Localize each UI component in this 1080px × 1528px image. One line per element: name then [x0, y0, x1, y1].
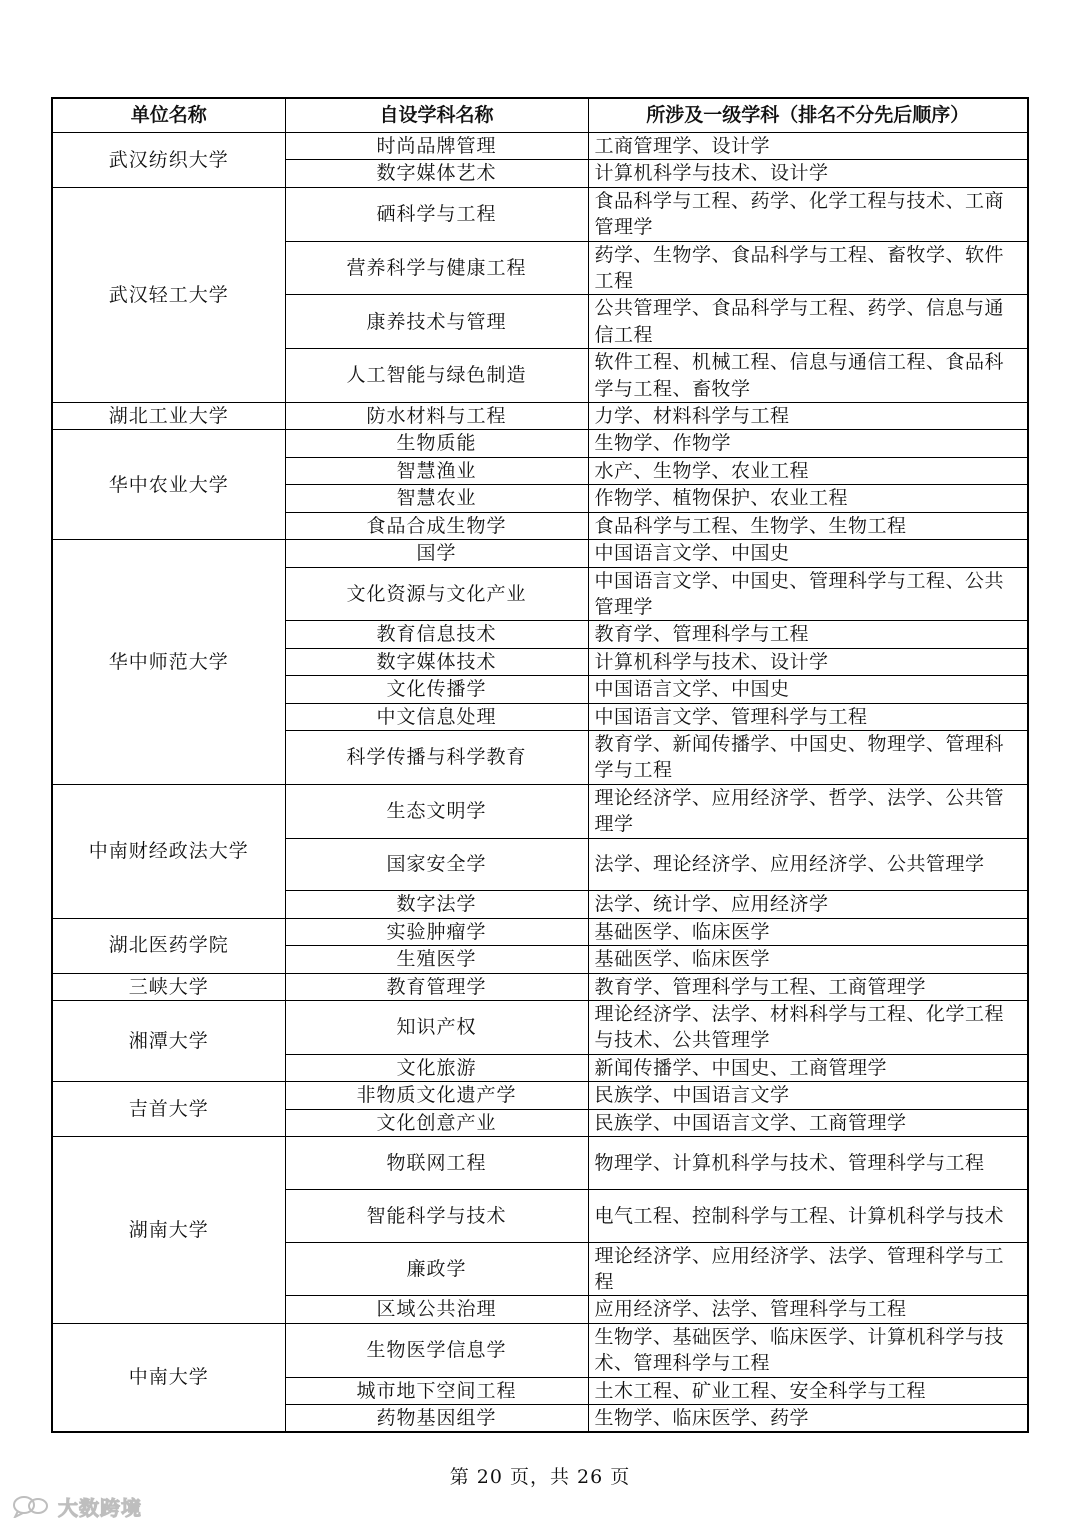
- discipline-list-cell: 基础医学、临床医学: [588, 946, 1028, 973]
- unit-name-cell: 武汉轻工大学: [52, 187, 285, 402]
- subject-name-cell: 物联网工程: [285, 1137, 588, 1190]
- table-row: [52, 784, 1028, 838]
- subject-name-cell: 数字媒体艺术: [285, 160, 588, 187]
- discipline-list-cell: 食品科学与工程、药学、化学工程与技术、工商管理学: [588, 187, 1028, 241]
- subject-name-cell: 文化创意产业: [285, 1109, 588, 1136]
- table-header-row: [52, 98, 1028, 133]
- subject-name-cell: 文化旅游: [285, 1054, 588, 1081]
- watermark-text: 大数跨境: [58, 1495, 142, 1520]
- table-row: [52, 430, 1028, 457]
- subject-name-cell: 实验肿瘤学: [285, 918, 588, 945]
- discipline-list-cell: 计算机科学与技术、设计学: [588, 648, 1028, 675]
- unit-name-cell: 华中师范大学: [52, 540, 285, 785]
- discipline-list-cell: 法学、统计学、应用经济学: [588, 891, 1028, 918]
- unit-name-cell: 湘潭大学: [52, 1000, 285, 1081]
- subject-name-cell: 防水材料与工程: [285, 403, 588, 430]
- discipline-list-cell: 中国语言文学、中国史: [588, 676, 1028, 703]
- subject-name-cell: 数字媒体技术: [285, 648, 588, 675]
- subject-name-cell: 智慧农业: [285, 485, 588, 512]
- unit-name-cell: 吉首大学: [52, 1082, 285, 1137]
- subject-name-cell: 文化资源与文化产业: [285, 567, 588, 621]
- discipline-list-cell: 法学、理论经济学、应用经济学、公共管理学: [588, 838, 1028, 891]
- discipline-list-cell: 中国语言文学、管理科学与工程: [588, 703, 1028, 730]
- table-row: [52, 1082, 1028, 1109]
- table-row: [52, 973, 1028, 1000]
- discipline-list-cell: 生物学、基础医学、临床医学、计算机科学与技术、管理科学与工程: [588, 1323, 1028, 1377]
- discipline-list-cell: 理论经济学、应用经济学、哲学、法学、公共管理学: [588, 784, 1028, 838]
- subject-name-cell: 康养技术与管理: [285, 295, 588, 349]
- subject-name-cell: 国家安全学: [285, 838, 588, 891]
- discipline-list-cell: 中国语言文学、中国史: [588, 540, 1028, 567]
- table-row: [52, 1137, 1028, 1190]
- subject-name-cell: 数字法学: [285, 891, 588, 918]
- discipline-list-cell: 中国语言文学、中国史、管理科学与工程、公共管理学: [588, 567, 1028, 621]
- unit-name-cell: 中南大学: [52, 1323, 285, 1432]
- subject-name-cell: 科学传播与科学教育: [285, 730, 588, 784]
- discipline-list-cell: 药学、生物学、食品科学与工程、畜牧学、软件工程: [588, 241, 1028, 295]
- discipline-list-cell: 教育学、管理科学与工程: [588, 621, 1028, 648]
- discipline-list-cell: 新闻传播学、中国史、工商管理学: [588, 1054, 1028, 1081]
- subject-name-cell: 知识产权: [285, 1000, 588, 1054]
- discipline-list-cell: 理论经济学、应用经济学、法学、管理科学与工程: [588, 1242, 1028, 1296]
- unit-name-cell: 湖北工业大学: [52, 403, 285, 430]
- table-row: [52, 403, 1028, 430]
- subject-table: [51, 97, 1029, 1433]
- discipline-list-cell: 食品科学与工程、生物学、生物工程: [588, 512, 1028, 539]
- table-row: [52, 918, 1028, 945]
- discipline-list-cell: 民族学、中国语言文学: [588, 1082, 1028, 1109]
- subject-name-cell: 人工智能与绿色制造: [285, 349, 588, 403]
- discipline-list-cell: 生物学、临床医学、药学: [588, 1405, 1028, 1433]
- subject-name-cell: 时尚品牌管理: [285, 133, 588, 160]
- subject-name-cell: 教育信息技术: [285, 621, 588, 648]
- unit-name-cell: 华中农业大学: [52, 430, 285, 540]
- table-row: [52, 1323, 1028, 1377]
- unit-name-cell: 三峡大学: [52, 973, 285, 1000]
- subject-name-cell: 药物基因组学: [285, 1405, 588, 1433]
- discipline-list-cell: 工商管理学、设计学: [588, 133, 1028, 160]
- subject-name-cell: 生态文明学: [285, 784, 588, 838]
- subject-name-cell: 智能科学与技术: [285, 1189, 588, 1242]
- discipline-list-cell: 力学、材料科学与工程: [588, 403, 1028, 430]
- table-row: [52, 133, 1028, 160]
- unit-name-cell: 湖北医药学院: [52, 918, 285, 973]
- discipline-list-cell: 电气工程、控制科学与工程、计算机科学与技术: [588, 1189, 1028, 1242]
- subject-name-cell: 廉政学: [285, 1242, 588, 1296]
- discipline-list-cell: 水产、生物学、农业工程: [588, 457, 1028, 484]
- discipline-list-cell: 物理学、计算机科学与技术、管理科学与工程: [588, 1137, 1028, 1190]
- subject-name-cell: 中文信息处理: [285, 703, 588, 730]
- subject-name-cell: 非物质文化遗产学: [285, 1082, 588, 1109]
- subject-name-cell: 食品合成生物学: [285, 512, 588, 539]
- unit-name-cell: 湖南大学: [52, 1137, 285, 1324]
- table-row: [52, 1000, 1028, 1054]
- chat-bubble-logo-icon: [12, 1494, 52, 1518]
- subject-name-cell: 硒科学与工程: [285, 187, 588, 241]
- discipline-list-cell: 教育学、新闻传播学、中国史、物理学、管理科学与工程: [588, 730, 1028, 784]
- subject-name-cell: 文化传播学: [285, 676, 588, 703]
- header-unit: 单位名称: [52, 98, 285, 133]
- discipline-list-cell: 土木工程、矿业工程、安全科学与工程: [588, 1377, 1028, 1404]
- header-subject: 自设学科名称: [285, 98, 588, 133]
- subject-name-cell: 教育管理学: [285, 973, 588, 1000]
- discipline-list-cell: 基础医学、临床医学: [588, 918, 1028, 945]
- discipline-list-cell: 民族学、中国语言文学、工商管理学: [588, 1109, 1028, 1136]
- table-row: [52, 187, 1028, 241]
- subject-name-cell: 区域公共治理: [285, 1296, 588, 1323]
- table-row: [52, 540, 1028, 567]
- discipline-list-cell: 应用经济学、法学、管理科学与工程: [588, 1296, 1028, 1323]
- subject-name-cell: 生物质能: [285, 430, 588, 457]
- discipline-list-cell: 软件工程、机械工程、信息与通信工程、食品科学与工程、畜牧学: [588, 349, 1028, 403]
- subject-name-cell: 生物医学信息学: [285, 1323, 588, 1377]
- page-number: 第 20 页，共 26 页: [449, 1466, 631, 1488]
- subject-name-cell: 城市地下空间工程: [285, 1377, 588, 1404]
- subject-name-cell: 营养科学与健康工程: [285, 241, 588, 295]
- header-fields: 所涉及一级学科（排名不分先后顺序）: [588, 98, 1028, 133]
- subject-name-cell: 国学: [285, 540, 588, 567]
- discipline-list-cell: 理论经济学、法学、材料科学与工程、化学工程与技术、公共管理学: [588, 1000, 1028, 1054]
- subject-name-cell: 生殖医学: [285, 946, 588, 973]
- subject-name-cell: 智慧渔业: [285, 457, 588, 484]
- discipline-list-cell: 教育学、管理科学与工程、工商管理学: [588, 973, 1028, 1000]
- discipline-list-cell: 计算机科学与技术、设计学: [588, 160, 1028, 187]
- watermark: [12, 1493, 142, 1519]
- discipline-list-cell: 作物学、植物保护、农业工程: [588, 485, 1028, 512]
- unit-name-cell: 武汉纺织大学: [52, 133, 285, 188]
- discipline-list-cell: 生物学、作物学: [588, 430, 1028, 457]
- discipline-list-cell: 公共管理学、食品科学与工程、药学、信息与通信工程: [588, 295, 1028, 349]
- unit-name-cell: 中南财经政法大学: [52, 784, 285, 918]
